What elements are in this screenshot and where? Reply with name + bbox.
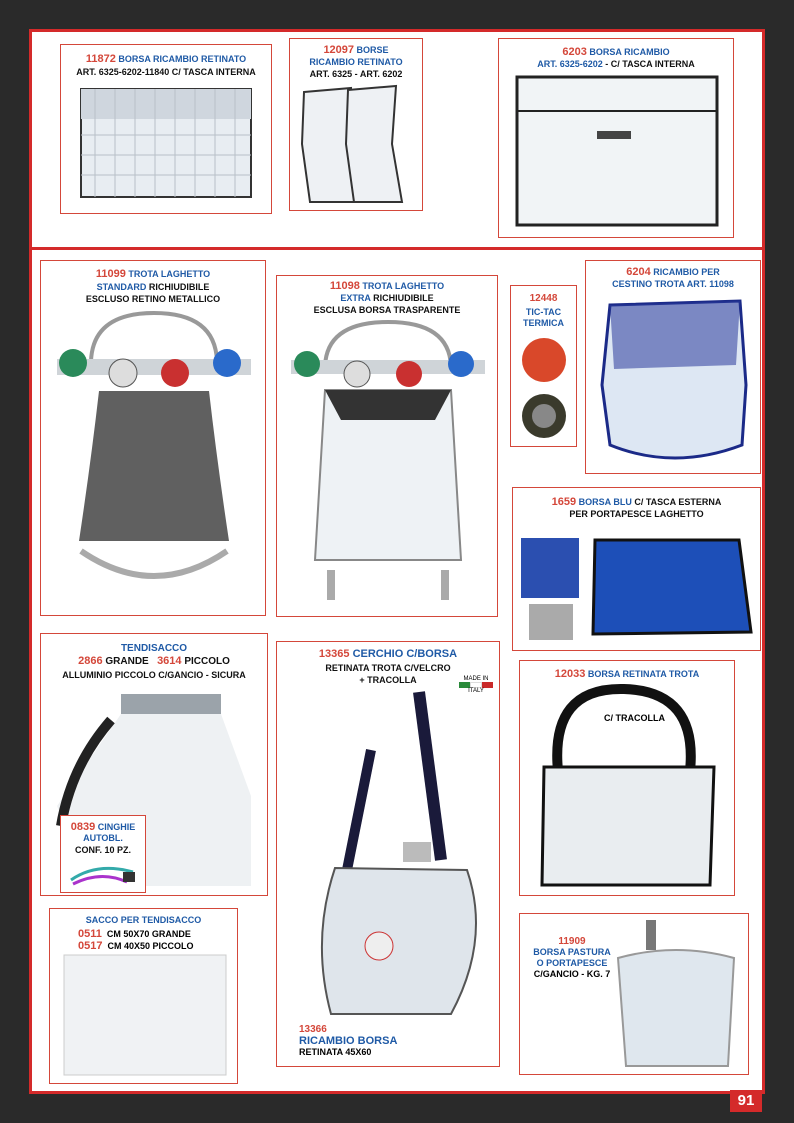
product-name: RICAMBIO PER: [653, 267, 720, 277]
product-code: 1659: [551, 496, 577, 508]
section-divider: [29, 247, 765, 250]
product-desc: C/ TASCA ESTERNA: [631, 497, 722, 507]
product-desc: ESCLUSA BORSA TRASPARENTE: [313, 305, 461, 315]
product-desc-ref: ART. 6325-6202: [537, 59, 603, 69]
product-desc: ART. 6325-6202-11840 C/ TASCA INTERNA: [76, 67, 256, 77]
product-code-2: 3614: [157, 655, 182, 667]
product-desc: C/GANCIO - KG. 7: [533, 969, 611, 979]
product-photo: [596, 295, 752, 465]
product-desc-line2: PER PORTAPESCE LAGHETTO: [569, 509, 704, 519]
product-11872: [60, 44, 272, 214]
made-in-italy-badge: MADE IN ITALY: [459, 676, 493, 694]
product-desc-13366: RETINATA 45X60: [299, 1047, 372, 1057]
product-size: CM 50X70 GRANDE: [106, 929, 191, 939]
product-desc: CESTINO TROTA ART. 11098: [612, 279, 734, 289]
product-name-line2: AUTOBL.: [83, 833, 123, 843]
product-photo: [291, 690, 487, 1022]
product-feature: RICHIUDIBILE: [146, 282, 210, 292]
product-1659: [512, 487, 761, 651]
product-name: BORSA BLU: [578, 497, 632, 507]
product-photo: [515, 332, 573, 442]
product-sacco: [49, 908, 238, 1084]
product-name: TIC-TAC: [525, 307, 562, 317]
product-code: 0511: [78, 928, 102, 940]
product-name: BORSA RICAMBIO RETINATO: [118, 54, 247, 64]
product-photo: [75, 85, 259, 205]
product-photo: [534, 681, 722, 891]
product-code: 11909: [558, 936, 586, 947]
product-size-2: CM 40X50 PICCOLO: [107, 941, 194, 951]
product-desc: ESCLUSO RETINO METALLICO: [85, 294, 221, 304]
product-name-line2: TERMICA: [523, 318, 564, 328]
product-name: BORSA RICAMBIO: [589, 47, 670, 57]
page-number: 91: [730, 1090, 762, 1112]
product-name-13366: RICAMBIO BORSA: [299, 1035, 398, 1047]
product-desc: - C/ TASCA INTERNA: [602, 59, 695, 69]
product-desc-line2: + TRACOLLA: [359, 675, 417, 685]
product-code-2: 0517: [78, 940, 103, 952]
product-title: SACCO PER TENDISACCO: [85, 915, 202, 925]
product-variant: EXTRA: [340, 293, 371, 303]
product-12033: [519, 660, 735, 896]
product-photo: [62, 953, 228, 1077]
product-11098: [276, 275, 498, 617]
product-size: GRANDE: [105, 656, 149, 667]
product-name-line2: O PORTAPESCE: [536, 958, 608, 968]
product-13365: [276, 641, 500, 1067]
product-12448: [510, 285, 577, 447]
product-code: 6204: [626, 266, 651, 278]
product-11099: [40, 260, 266, 616]
product-desc: ART. 6325 - ART. 6202: [309, 69, 403, 79]
product-6203: [498, 38, 734, 238]
product-code: 11872: [85, 53, 116, 65]
product-name: BORSE: [356, 45, 389, 55]
product-code: 12448: [529, 293, 558, 304]
product-photo: [285, 320, 491, 612]
product-name: TROTA LAGHETTO: [362, 281, 445, 291]
product-name: TROTA LAGHETTO: [128, 269, 211, 279]
product-11909: [519, 913, 749, 1075]
product-code: 13365: [318, 648, 350, 660]
product-desc: C/ TRACOLLA: [604, 713, 665, 723]
product-name: CERCHIO C/BORSA: [352, 648, 458, 660]
product-code: 12033: [554, 668, 586, 680]
product-code: 11099: [95, 268, 126, 280]
product-desc: RETINATA TROTA C/VELCRO: [325, 663, 451, 673]
product-code: 0839: [70, 821, 96, 833]
product-code: 2866: [78, 655, 103, 667]
product-size-2: PICCOLO: [184, 656, 230, 667]
product-variant: STANDARD: [96, 282, 147, 292]
product-photo: [296, 84, 418, 206]
product-6204: [585, 260, 761, 474]
product-title: TENDISACCO: [120, 643, 188, 654]
product-code-13366: 13366: [299, 1024, 327, 1035]
product-12097: [289, 38, 423, 211]
product-name: BORSA PASTURA: [533, 947, 611, 957]
product-photo: [610, 918, 742, 1072]
product-code: 11098: [329, 280, 360, 292]
product-code: 6203: [562, 46, 587, 58]
product-name-line2: RICAMBIO RETINATO: [309, 57, 403, 67]
product-feature: RICHIUDIBILE: [370, 293, 434, 303]
product-desc: ALLUMINIO PICCOLO C/GANCIO - SICURA: [62, 670, 246, 680]
product-photo: [519, 524, 756, 646]
product-code: 12097: [323, 44, 355, 56]
product-photo: [51, 311, 257, 611]
product-name: BORSA RETINATA TROTA: [587, 669, 700, 679]
product-desc: CONF. 10 PZ.: [74, 845, 131, 855]
product-name: CINGHIE: [97, 822, 136, 832]
product-photo: [67, 860, 141, 890]
product-photo: [511, 75, 723, 231]
product-0839: [60, 815, 146, 893]
